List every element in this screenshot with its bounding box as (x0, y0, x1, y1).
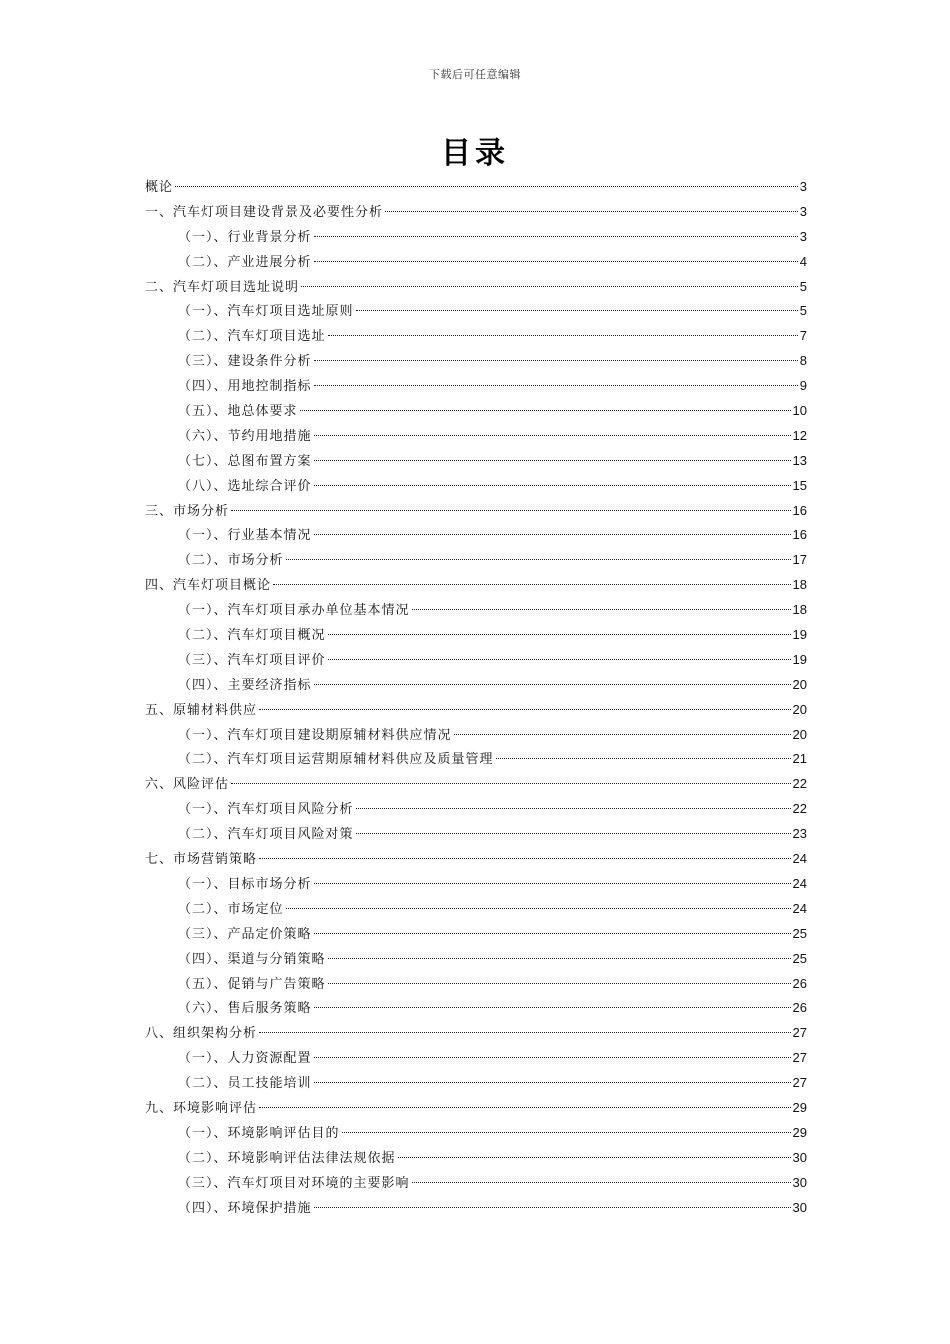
dot-leader (314, 435, 791, 436)
dot-leader (314, 1082, 791, 1083)
toc-entry-label: （一）、目标市场分析 (178, 876, 312, 892)
dot-leader (314, 933, 791, 934)
toc-entry-label: （三）、建设条件分析 (178, 354, 312, 370)
dot-leader (259, 709, 791, 710)
dot-leader (286, 559, 791, 560)
toc-entry[interactable] (145, 200, 807, 225)
toc-entry[interactable] (145, 175, 807, 200)
toc-entry-label: （一）、行业基本情况 (178, 528, 312, 544)
dot-leader (259, 858, 791, 859)
toc-entry[interactable] (145, 324, 807, 349)
dot-leader (314, 1057, 791, 1058)
toc-entry-page-number: 10 (792, 403, 807, 419)
toc-entry-label: （二）、产业进展分析 (178, 254, 312, 270)
toc-entry[interactable] (145, 972, 807, 997)
toc-entry-label: 七、市场营销策略 (145, 852, 258, 868)
toc-entry-label: 五、原辅材料供应 (145, 702, 258, 718)
toc-entry[interactable] (145, 723, 807, 748)
dot-leader (231, 510, 791, 511)
toc-entry-label: （一）、人力资源配置 (178, 1051, 312, 1067)
toc-entry-page-number: 29 (792, 1099, 807, 1115)
toc-entry-label: 二、汽车灯项目选址说明 (145, 279, 300, 295)
toc-entry-page-number: 30 (792, 1174, 807, 1190)
dot-leader (314, 385, 798, 386)
dot-leader (412, 609, 791, 610)
toc-entry-label: （二）、市场分析 (178, 553, 284, 569)
toc-entry[interactable] (145, 747, 807, 772)
toc-entry-label: 概论 (145, 180, 174, 195)
dot-leader (328, 659, 791, 660)
toc-entry-label: （三）、汽车灯项目对环境的主要影响 (178, 1175, 410, 1191)
toc-entry-label: 一、汽车灯项目建设背景及必要性分析 (145, 204, 384, 220)
toc-entry[interactable] (145, 399, 807, 424)
toc-entry[interactable] (145, 499, 807, 524)
dot-leader (300, 410, 791, 411)
toc-entry-page-number: 19 (792, 627, 807, 643)
dot-leader (496, 758, 791, 759)
toc-entry[interactable] (145, 996, 807, 1021)
toc-entry[interactable] (145, 449, 807, 474)
toc-entry-page-number: 27 (792, 1075, 807, 1091)
toc-entry[interactable] (145, 598, 807, 623)
toc-entry[interactable] (145, 225, 807, 250)
toc-entry-label: 九、环境影响评估 (145, 1100, 258, 1116)
toc-entry[interactable] (145, 648, 807, 673)
toc-entry-page-number: 24 (792, 851, 807, 867)
toc-entry-label: （二）、员工技能培训 (178, 1076, 312, 1092)
dot-leader (328, 634, 791, 635)
dot-leader (385, 211, 798, 212)
toc-entry-page-number: 27 (792, 1025, 807, 1041)
dot-leader (314, 1207, 791, 1208)
toc-title: 目录 (441, 136, 509, 171)
toc-entry-label: （三）、汽车灯项目评价 (178, 652, 326, 668)
toc-entry-label: （一）、汽车灯项目建设期原辅材料供应情况 (178, 727, 452, 743)
toc-entry-label: （六）、售后服务策略 (178, 1001, 312, 1017)
toc-entry-page-number: 21 (792, 751, 807, 767)
toc-entry[interactable] (145, 275, 807, 300)
toc-entry[interactable] (145, 474, 807, 499)
dot-leader (286, 908, 791, 909)
dot-leader (301, 286, 798, 287)
dot-leader (342, 1132, 791, 1133)
toc-entry[interactable] (145, 922, 807, 947)
toc-entry-label: （一）、汽车灯项目选址原则 (178, 304, 354, 320)
toc-entry[interactable] (145, 374, 807, 399)
toc-entry-page-number: 3 (799, 228, 807, 244)
toc-entry[interactable] (145, 897, 807, 922)
toc-entry[interactable] (145, 1046, 807, 1071)
toc-entry-label: （一）、汽车灯项目风险分析 (178, 802, 354, 818)
toc-entry[interactable] (145, 573, 807, 598)
toc-entry[interactable] (145, 772, 807, 797)
toc-entry-label: （二）、汽车灯项目概况 (178, 628, 326, 644)
toc-entry-page-number: 20 (792, 676, 807, 692)
toc-entry[interactable] (145, 1171, 807, 1196)
toc-entry-page-number: 30 (792, 1199, 807, 1215)
dot-leader (398, 1157, 791, 1158)
toc-entry-page-number: 9 (799, 378, 807, 394)
toc-entry-page-number: 4 (799, 253, 807, 269)
dot-leader (356, 310, 798, 311)
toc-entry[interactable] (145, 673, 807, 698)
toc-entry[interactable] (145, 822, 807, 847)
toc-entry-page-number: 20 (792, 726, 807, 742)
dot-leader (314, 684, 791, 685)
toc-entry-page-number: 15 (792, 477, 807, 493)
toc-entry[interactable] (145, 250, 807, 275)
toc-entry[interactable] (145, 698, 807, 723)
toc-entry-page-number: 23 (792, 826, 807, 842)
toc-entry-page-number: 17 (792, 552, 807, 568)
dot-leader (314, 460, 791, 461)
toc-entry[interactable] (145, 847, 807, 872)
toc-entry[interactable] (145, 1146, 807, 1171)
toc-entry-label: 八、组织架构分析 (145, 1026, 258, 1042)
dot-leader (412, 1182, 791, 1183)
toc-entry-label: （二）、汽车灯项目风险对策 (178, 827, 354, 843)
dot-leader (314, 360, 798, 361)
toc-entry-page-number: 13 (792, 452, 807, 468)
dot-leader (356, 833, 791, 834)
dot-leader (259, 1107, 791, 1108)
toc-entry[interactable] (145, 947, 807, 972)
dot-leader (231, 783, 791, 784)
toc-entry-label: 四、汽车灯项目概论 (145, 578, 272, 594)
dot-leader (328, 983, 791, 984)
dot-leader (314, 485, 791, 486)
toc-entry-page-number: 16 (792, 502, 807, 518)
toc-entry-label: （二）、汽车灯项目选址 (178, 329, 326, 345)
toc-entry[interactable] (145, 623, 807, 648)
toc-entry[interactable] (145, 1021, 807, 1046)
toc-entry-page-number: 29 (792, 1124, 807, 1140)
toc-entry[interactable] (145, 797, 807, 822)
toc-entry-page-number: 3 (799, 179, 807, 194)
dot-leader (314, 1007, 791, 1008)
toc-entry-label: （五）、促销与广告策略 (178, 976, 326, 992)
toc-entry-page-number: 26 (792, 975, 807, 991)
toc-entry[interactable] (145, 349, 807, 374)
toc-entry-page-number: 26 (792, 1000, 807, 1016)
header-note: 下载后可任意编辑 (429, 68, 521, 81)
toc-entry-label: （四）、用地控制指标 (178, 379, 312, 395)
toc-entry[interactable] (145, 548, 807, 573)
toc-entry-page-number: 22 (792, 801, 807, 817)
dot-leader (314, 236, 798, 237)
toc-entry-label: （六）、节约用地措施 (178, 428, 312, 444)
toc-entry-page-number: 8 (799, 353, 807, 369)
toc-entry-page-number: 3 (799, 203, 807, 219)
toc-entry[interactable] (145, 1121, 807, 1146)
toc-entry-page-number: 20 (792, 701, 807, 717)
toc-entry-page-number: 18 (792, 577, 807, 593)
dot-leader (356, 808, 791, 809)
toc-entry-label: （一）、汽车灯项目承办单位基本情况 (178, 603, 410, 619)
toc-entry-page-number: 5 (799, 303, 807, 319)
toc-entry-page-number: 18 (792, 602, 807, 618)
toc-entry-label: （三）、产品定价策略 (178, 926, 312, 942)
toc-entry[interactable] (145, 872, 807, 897)
toc-entry-page-number: 22 (792, 776, 807, 792)
toc-entry-label: （一）、环境影响评估目的 (178, 1125, 340, 1141)
toc-entry-label: （二）、环境影响评估法律法规依据 (178, 1150, 396, 1166)
dot-leader (273, 584, 791, 585)
dot-leader (328, 958, 791, 959)
toc-entry[interactable] (145, 299, 807, 324)
dot-leader (314, 261, 798, 262)
toc-entry-label: （四）、环境保护措施 (178, 1200, 312, 1216)
toc-entry-page-number: 19 (792, 651, 807, 667)
toc-entry[interactable] (145, 1096, 807, 1121)
toc-entry[interactable] (145, 1071, 807, 1096)
toc-entry-label: 六、风险评估 (145, 777, 230, 793)
toc-entry-page-number: 25 (792, 950, 807, 966)
toc-entry[interactable] (145, 1196, 807, 1221)
toc-entry-label: （五）、地总体要求 (178, 404, 298, 420)
toc-list (145, 175, 807, 1220)
toc-entry-page-number: 12 (792, 427, 807, 443)
toc-entry-label: （一）、行业背景分析 (178, 229, 312, 245)
toc-entry-label: （四）、渠道与分销策略 (178, 951, 326, 967)
dot-leader (454, 734, 791, 735)
toc-entry-label: （二）、市场定位 (178, 901, 284, 917)
toc-entry-page-number: 16 (792, 527, 807, 543)
toc-entry-label: （七）、总图布置方案 (178, 453, 312, 469)
toc-entry-label: 三、市场分析 (145, 503, 230, 519)
toc-entry[interactable] (145, 523, 807, 548)
dot-leader (314, 883, 791, 884)
toc-entry-page-number: 24 (792, 875, 807, 891)
toc-entry-label: （二）、汽车灯项目运营期原辅材料供应及质量管理 (178, 752, 494, 768)
toc-entry-page-number: 24 (792, 900, 807, 916)
dot-leader (259, 1032, 791, 1033)
toc-entry-label: （八）、选址综合评价 (178, 478, 312, 494)
toc-entry-page-number: 5 (799, 278, 807, 294)
dot-leader (314, 534, 791, 535)
dot-leader (328, 335, 798, 336)
toc-entry-page-number: 7 (799, 328, 807, 344)
toc-entry-label: （四）、主要经济指标 (178, 677, 312, 693)
toc-entry[interactable] (145, 424, 807, 449)
toc-entry-page-number: 25 (792, 925, 807, 941)
toc-entry-page-number: 30 (792, 1149, 807, 1165)
dot-leader (175, 186, 798, 187)
toc-entry-page-number: 27 (792, 1050, 807, 1066)
